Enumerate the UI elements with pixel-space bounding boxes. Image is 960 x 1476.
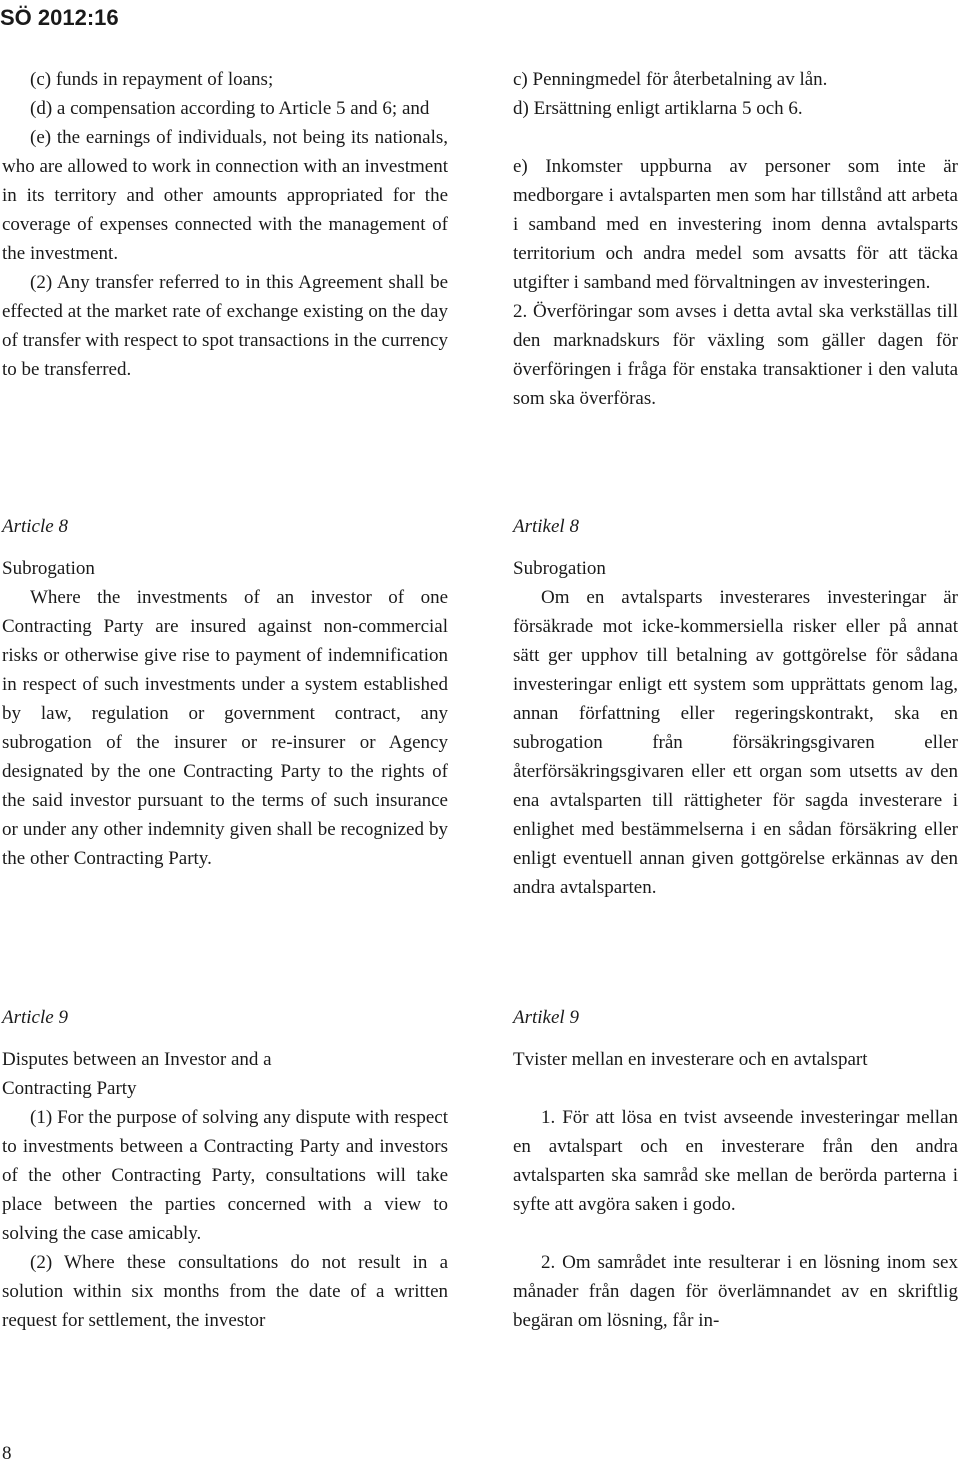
- article-8-heading-swedish: Artikel 8: [513, 516, 579, 537]
- article-9-heading-swedish: Artikel 9: [513, 1007, 579, 1028]
- article-9-subheading-english: Disputes between an Investor and a Contracting Party: [2, 1049, 272, 1099]
- item-c-english: (c) funds in repayment of loans;: [30, 69, 274, 90]
- article-9-english: [2, 1003, 448, 1335]
- article-9-swedish: [513, 1003, 958, 1335]
- article-8-body-english: Where the investments of an investor of one Contracting Party are insured against non-commercial risks or otherwise give rise to payment of indemnification in respect of such investments under a system established by law, regulation or government contract, any subrogation of the insurer or re-insurer or Agency designated by the one Contracting Party to the rights of the said investor pursuant to the terms of such insurance or under any other indemnity given shall be recognized by the other Contracting Party.: [2, 587, 448, 869]
- article-9-paragraph-2-swedish: 2. Om samrådet inte resulterar i en lösning inom sex månader från dagen för överlämnandet av en skriftlig begäran om lösning, får in-: [513, 1252, 958, 1331]
- article-8-body-swedish: Om en avtalsparts investerares investeringar är försäkrade mot icke-kommersiella risker eller på annat sätt ger upphov till betalning av gottgörelse för sådana investeringar enligt ett system som upprättats genom lag, annan författning eller regeringskontrakt, ska en subrogation från försäkringsgivaren eller återförsäkringsgivaren eller ett organ som utsetts av den ena avtalsparten till rättigheter för sagda investerare i enlighet med bestämmelserna i en sådan försäkring eller enligt eventuell annan given gottgörelse erkännas av den andra avtalsparten.: [513, 587, 958, 898]
- article-9-paragraph-2-english: (2) Where these consultations do not result in a solution within six months from the date of a written request for settlement, the investor: [2, 1252, 448, 1331]
- item-d-english: (d) a compensation according to Article 5 and 6; and: [30, 98, 430, 119]
- page-number: 8: [2, 1443, 12, 1464]
- item-e-english: (e) the earnings of individuals, not being its nationals, who are allowed to work in connection with an investment in its territory and other amounts appropriated for the coverage of expenses connected with the management of the investment.: [2, 127, 448, 264]
- article-9-subheading-swedish: Tvister mellan en investerare och en avtalspart: [513, 1049, 868, 1070]
- paragraph-2-english: (2) Any transfer referred to in this Agreement shall be effected at the market rate of exchange existing on the day of transfer with respect to spot transactions in the currency to be transferred.: [2, 272, 448, 380]
- top-section-swedish: [513, 65, 958, 413]
- article-8-swedish: [513, 512, 958, 902]
- article-8-subheading-swedish: Subrogation: [513, 558, 606, 579]
- article-8-subheading-english: Subrogation: [2, 558, 95, 579]
- article-9-heading-english: Article 9: [2, 1007, 68, 1028]
- article-9-paragraph-1-english: (1) For the purpose of solving any dispute with respect to investments between a Contracting Party and investors of the other Contracting Party, consultations will take place between the parties concerned with a view to solving the case amicably.: [2, 1107, 448, 1244]
- item-e-swedish: e) Inkomster uppburna av personer som inte är medborgare i avtalsparten men som har tillstånd att arbeta i samband med en investering inom denna avtalsparts territorium och andra medel som avsatts för att täcka utgifter i samband med förvaltningen av investeringen.: [513, 156, 958, 293]
- item-c-swedish: c) Penningmedel för återbetalning av lån.: [513, 69, 828, 90]
- document-header: SÖ 2012:16: [0, 5, 119, 30]
- article-9-paragraph-1-swedish: 1. För att lösa en tvist avseende investeringar mellan en avtalspart och en investerare från den andra avtalsparten ska samråd ske mellan de berörda parterna i syfte att avgöra saken i godo.: [513, 1107, 958, 1215]
- article-8-english: [2, 512, 448, 873]
- paragraph-2-swedish: 2. Överföringar som avses i detta avtal ska verkställas till den marknadskurs för växling som gäller dagen för överföringen i fråga för enstaka transaktioner i den valuta som ska överföras.: [513, 301, 958, 409]
- item-d-swedish: d) Ersättning enligt artiklarna 5 och 6.: [513, 98, 803, 119]
- article-8-heading-english: Article 8: [2, 516, 68, 537]
- top-section-english: [2, 65, 448, 384]
